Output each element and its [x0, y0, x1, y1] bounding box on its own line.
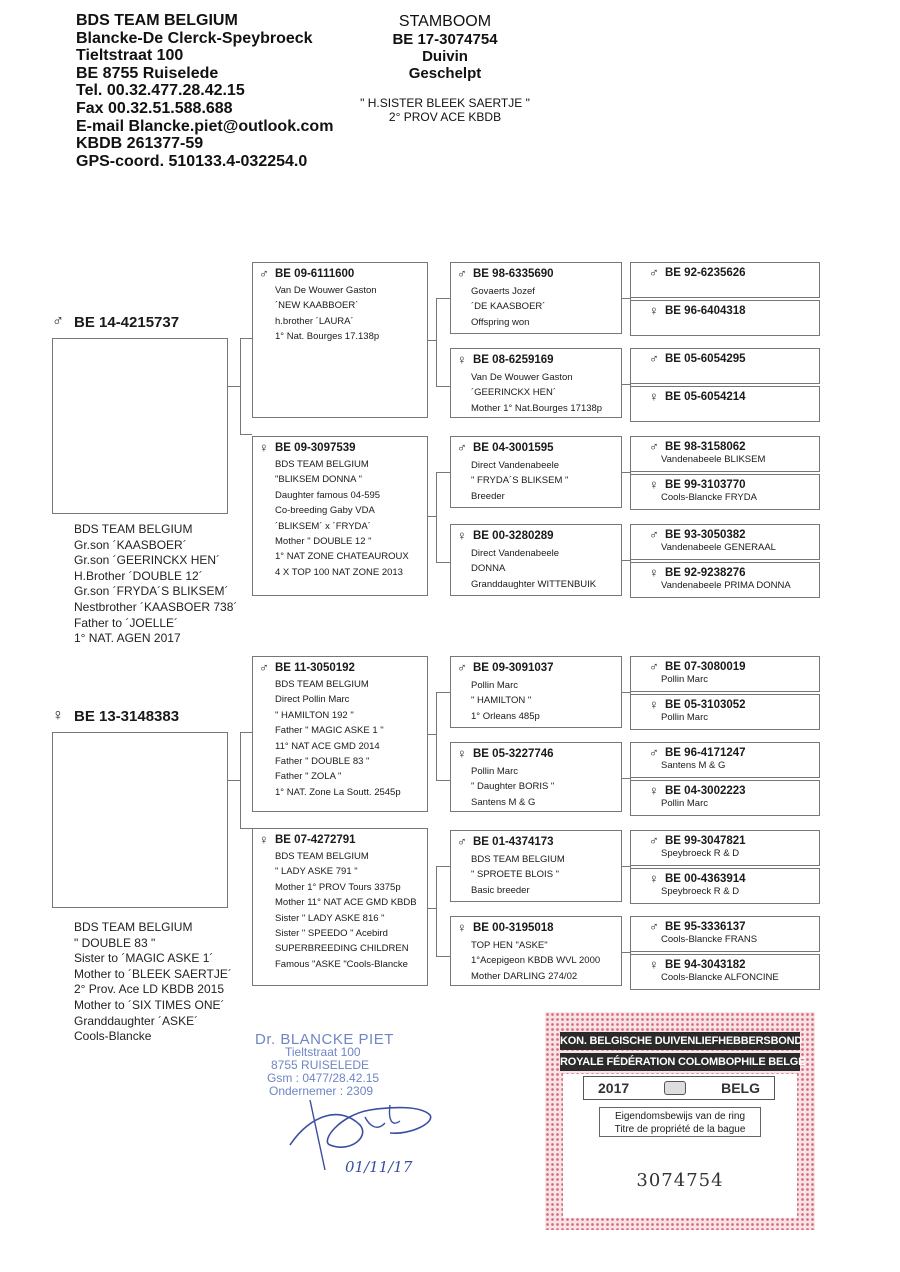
box-heading: [259, 266, 427, 281]
box-line: " HAMILTON ": [471, 695, 532, 707]
box-line: 1° Nat. Bourges 17.138p: [275, 331, 380, 343]
owner-line: Tieltstraat 100: [76, 47, 184, 65]
female-icon: ♀: [649, 389, 659, 404]
box-line: " HAMILTON 192 ": [275, 709, 354, 721]
pedigree-box-sire: [252, 656, 428, 812]
ring-number: BE 93-3050382: [665, 528, 746, 541]
female-icon: ♀: [649, 957, 659, 972]
pedigree-box-sire: [630, 348, 820, 384]
connector: [436, 780, 450, 781]
owner-line: BDS TEAM BELGIUM: [76, 12, 238, 29]
pedigree-box-sire: [630, 742, 820, 778]
pedigree-box-dam: [630, 868, 820, 904]
ring-number: BE 07-3080019: [665, 660, 746, 673]
description-line: Mother to ´SIX TIMES ONE´: [74, 997, 225, 1012]
ring-number: BE 00-3195018: [473, 921, 554, 934]
pedigree-box-sire: [630, 656, 820, 692]
subject-sex: Duivin: [422, 48, 468, 65]
pedigree-box-sire: [630, 524, 820, 560]
certificate-title: [599, 1107, 761, 1137]
female-icon: ♀: [457, 528, 467, 543]
ring-number: BE 01-4374173: [473, 835, 554, 848]
box-line: 1° NAT ZONE CHATEAUROUX: [275, 551, 409, 563]
connector: [622, 866, 630, 867]
box-line: BDS TEAM BELGIUM: [275, 679, 369, 690]
box-heading: [457, 528, 621, 543]
connector: [436, 866, 450, 867]
box-line: Van De Wouwer Gaston: [275, 285, 377, 296]
connector: [240, 434, 252, 435]
box-line: 1° NAT. Zone La Soutt. 2545p: [275, 786, 401, 798]
box-line: Cools-Blancke ALFONCINE: [661, 972, 779, 983]
box-line: " LADY ASKE 791 ": [275, 866, 358, 878]
description-line: 2° Prov. Ace LD KBDB 2015: [74, 982, 224, 997]
owner-line: Blancke-De Clerck-Speybroeck: [76, 29, 313, 47]
stamp-line: Tieltstraat 100: [285, 1045, 361, 1059]
connector: [240, 828, 252, 829]
box-line: BDS TEAM BELGIUM: [275, 851, 369, 862]
ring-number: BE 04-3001595: [473, 441, 554, 454]
box-line: Vandenabeele BLIKSEM: [661, 454, 766, 465]
mother-ring: BE 13-3148383: [74, 707, 180, 725]
box-line: 4 X TOP 100 NAT ZONE 2013: [275, 566, 403, 578]
pedigree-box-dam: [630, 386, 820, 422]
connector: [622, 384, 630, 385]
connector: [622, 692, 630, 693]
box-line: Santens M & G: [661, 760, 726, 771]
box-line: Offspring won: [471, 316, 530, 328]
pedigree-box-dam: [450, 742, 622, 812]
father-heading: [52, 313, 179, 331]
ring-number: BE 99-3047821: [665, 834, 746, 847]
father-ring: BE 14-4215737: [74, 313, 180, 331]
box-heading: [649, 389, 819, 404]
pedigree-box-sire: [450, 830, 622, 902]
box-line: Basic breeder: [471, 884, 530, 896]
stamp-line: Ondernemer : 2309: [269, 1084, 374, 1098]
description-line: Father to ´JOELLE´: [74, 615, 179, 630]
pedigree-box-dam: [252, 828, 428, 986]
org-name-fr: ROYALE FÉDÉRATION COLOMBOPHILE BELGE: [560, 1053, 800, 1071]
connector: [428, 734, 436, 735]
box-line: ´DE KAASBOER´: [471, 301, 546, 313]
female-icon: ♀: [649, 303, 659, 318]
description-line: Mother to ´BLEEK SAERTJE´: [74, 966, 232, 981]
female-icon: ♀: [649, 871, 659, 886]
owner-line: KBDB 261377-59: [76, 135, 204, 153]
box-line: ´BLIKSEM´ x ´FRYDA´: [275, 520, 371, 532]
box-line: h.brother ´LAURA´: [275, 315, 354, 327]
box-line: Father " ZOLA ": [275, 771, 342, 783]
connector: [428, 908, 436, 909]
ring-number: BE 92-9238276: [665, 566, 746, 579]
owner-line: BE 8755 Ruiselede: [76, 64, 219, 82]
subject-color: Geschelpt: [408, 65, 482, 82]
subject-ring: BE 17-3074754: [392, 31, 498, 48]
description-line: Nestbrother ´KAASBOER 738´: [74, 599, 238, 614]
box-line: Granddaughter WITTENBUIK: [471, 578, 597, 590]
org-name-nl: KON. BELGISCHE DUIVENLIEFHEBBERSBOND: [560, 1032, 800, 1050]
box-heading: [649, 439, 819, 454]
box-line: Vandenabeele PRIMA DONNA: [661, 580, 791, 591]
box-line: Mother 1° PROV Tours 3375p: [275, 881, 401, 893]
box-line: Cools-Blancke FRANS: [661, 934, 758, 945]
stamp-name: Dr. BLANCKE PIET: [255, 1031, 394, 1048]
box-heading: [649, 565, 819, 580]
ring-number: BE 98-3158062: [665, 440, 746, 453]
box-line: Vandenabeele GENERAAL: [661, 542, 776, 553]
connector: [228, 386, 240, 387]
box-line: Father " MAGIC ASKE 1 ": [275, 725, 384, 737]
female-icon: ♀: [52, 707, 64, 724]
box-heading: [649, 659, 819, 674]
connector: [622, 778, 630, 779]
ring-number: BE 09-3097539: [275, 441, 356, 454]
connector: [436, 298, 437, 386]
connector: [240, 338, 252, 339]
box-line: ´NEW KAABBOER´: [275, 300, 359, 312]
box-line: Sister " LADY ASKE 816 ": [275, 912, 385, 924]
pedigree-box-sire: [450, 262, 622, 334]
ring-number: BE 92-6235626: [665, 266, 746, 279]
box-heading: [649, 871, 819, 886]
pedigree-box-sire: [630, 436, 820, 472]
ring-number: BE 00-4363914: [665, 872, 746, 885]
box-line: Famous "ASKE "Cools-Blancke: [275, 958, 408, 970]
box-line: Speybroeck R & D: [661, 848, 740, 859]
description-line: Sister to ´MAGIC ASKE 1´: [74, 951, 214, 966]
mother-photo: [52, 732, 228, 908]
female-icon: ♀: [649, 697, 659, 712]
connector: [436, 692, 437, 780]
connector: [436, 866, 437, 956]
connector: [622, 472, 630, 473]
box-heading: [457, 660, 621, 675]
box-heading: [259, 440, 427, 455]
female-icon: ♀: [457, 746, 467, 761]
box-line: Govaerts Jozef: [471, 286, 535, 297]
pedigree-box-sire: [252, 262, 428, 418]
male-icon: ♂: [52, 313, 64, 330]
connector: [622, 560, 630, 561]
subject-name: " H.SISTER BLEEK SAERTJE ": [360, 96, 530, 110]
pedigree-box-dam: [450, 348, 622, 418]
box-line: Pollin Marc: [471, 680, 518, 691]
owner-line: GPS-coord. 510133.4-032254.0: [76, 152, 308, 170]
father-photo: [52, 338, 228, 514]
title-nl: Eigendomsbewijs van de ring: [614, 1111, 746, 1122]
box-line: Direct Vandenabeele: [471, 460, 560, 471]
connector: [428, 340, 436, 341]
pedigree-box-dam: [450, 524, 622, 596]
box-line: Mother " DOUBLE 12 ": [275, 536, 372, 548]
male-icon: ♂: [649, 351, 659, 366]
box-heading: [649, 919, 819, 934]
ring-number: BE 09-3091037: [473, 661, 554, 674]
box-heading: [649, 265, 819, 280]
female-icon: ♀: [649, 783, 659, 798]
description-line: Gr.son ´FRYDA´S BLIKSEM´: [74, 584, 229, 599]
box-heading: [649, 303, 819, 318]
connector: [622, 952, 630, 953]
connector: [240, 338, 241, 434]
connector: [228, 780, 240, 781]
box-line: BDS TEAM BELGIUM: [471, 854, 565, 865]
male-icon: ♂: [259, 660, 269, 675]
connector: [436, 298, 450, 299]
male-icon: ♂: [649, 439, 659, 454]
box-heading: [649, 527, 819, 542]
box-line: Breeder: [471, 490, 505, 502]
year-row: [583, 1076, 775, 1100]
ring-number: BE 96-4171247: [665, 746, 746, 759]
box-line: TOP HEN "ASKE": [471, 940, 548, 951]
ring-number: BE 94-3043182: [665, 958, 746, 971]
box-line: 1°Acepigeon KBDB WVL 2000: [471, 955, 601, 967]
connector: [436, 472, 450, 473]
box-line: 1° Orleans 485p: [471, 710, 540, 722]
pedigree-box-dam: [450, 916, 622, 986]
connector: [622, 298, 630, 299]
ring-certificate: [545, 1012, 815, 1230]
ring-number: BE 05-3227746: [473, 747, 554, 760]
box-line: " SPROETE BLOIS ": [471, 869, 560, 881]
female-icon: ♀: [259, 440, 269, 455]
female-icon: ♀: [457, 352, 467, 367]
male-icon: ♂: [649, 527, 659, 542]
pedigree-box-dam: [630, 780, 820, 816]
box-line: Direct Pollin Marc: [275, 694, 350, 706]
box-line: ´GEERINCKX HEN´: [471, 387, 556, 399]
box-line: Pollin Marc: [661, 674, 708, 685]
ring-number: BE 07-4272791: [275, 833, 356, 846]
connector: [436, 386, 450, 387]
signature-date: 01/11/17: [345, 1158, 413, 1176]
ring-number: BE 05-6054214: [665, 390, 746, 403]
mother-heading: [52, 707, 179, 725]
male-icon: ♂: [649, 265, 659, 280]
box-line: Direct Vandenabeele: [471, 548, 560, 559]
box-line: Pollin Marc: [471, 766, 518, 777]
box-heading: [259, 660, 427, 675]
description-line: BDS TEAM BELGIUM: [74, 522, 193, 536]
box-heading: [649, 833, 819, 848]
pedigree-box-dam: [630, 300, 820, 336]
page-title: STAMBOOM: [398, 13, 492, 30]
pedigree-box-sire: [630, 262, 820, 298]
box-heading: [457, 266, 621, 281]
box-line: 11° NAT ACE GMD 2014: [275, 740, 380, 752]
box-line: BDS TEAM BELGIUM: [275, 459, 369, 470]
male-icon: ♂: [649, 919, 659, 934]
pedigree-box-dam: [630, 694, 820, 730]
box-line: Daughter famous 04-595: [275, 489, 381, 501]
box-heading: [649, 957, 819, 972]
box-line: Pollin Marc: [661, 798, 708, 809]
box-heading: [457, 834, 621, 849]
ring-number: BE 09-6111600: [275, 267, 355, 280]
connector: [436, 562, 450, 563]
box-heading: [259, 832, 427, 847]
box-line: "BLIKSEM DONNA ": [275, 474, 362, 486]
description-line: 1° NAT. AGEN 2017: [74, 631, 181, 646]
box-heading: [457, 440, 621, 455]
box-line: Santens M & G: [471, 796, 536, 808]
male-icon: ♂: [649, 833, 659, 848]
box-heading: [649, 697, 819, 712]
cert-country: BELG: [721, 1080, 760, 1096]
connector: [428, 516, 436, 517]
female-icon: ♀: [259, 832, 269, 847]
title-fr: Titre de propriété de la bague: [614, 1124, 746, 1135]
female-icon: ♀: [457, 920, 467, 935]
ring-number: BE 96-6404318: [665, 304, 746, 317]
ring-number: BE 99-3103770: [665, 478, 746, 491]
cert-ring-number: 3074754: [636, 1170, 724, 1191]
male-icon: ♂: [649, 745, 659, 760]
stamp-line: 8755 RUISELEDE: [271, 1058, 370, 1072]
box-line: " FRYDA´S BLIKSEM ": [471, 475, 569, 487]
connector: [240, 732, 241, 828]
ring-number: BE 11-3050192: [275, 661, 355, 674]
box-line: Mother 1° Nat.Bourges 17138p: [471, 402, 603, 414]
ring-number: BE 05-6054295: [665, 352, 746, 365]
owner-line: Fax 00.32.51.588.688: [76, 99, 233, 117]
pedigree-box-sire: [450, 656, 622, 728]
male-icon: ♂: [457, 440, 467, 455]
box-line: SUPERBREEDING CHILDREN: [275, 943, 409, 955]
male-icon: ♂: [259, 266, 269, 281]
box-line: Speybroeck R & D: [661, 886, 740, 897]
box-line: Pollin Marc: [661, 712, 708, 723]
box-heading: [649, 745, 819, 760]
ring-number: BE 00-3280289: [473, 529, 554, 542]
box-heading: [649, 783, 819, 798]
pedigree-box-sire: [630, 916, 820, 952]
pedigree-box-dam: [252, 436, 428, 596]
connector: [436, 692, 450, 693]
connector: [436, 956, 450, 957]
ring-number: BE 95-3336137: [665, 920, 746, 933]
box-line: Mother DARLING 274/02: [471, 970, 578, 982]
description-line: Granddaughter ´ASKE´: [74, 1013, 199, 1028]
ring-number: BE 05-3103052: [665, 698, 746, 711]
pedigree-box-dam: [630, 954, 820, 990]
box-line: Mother 11° NAT ACE GMD KBDB: [275, 897, 417, 909]
description-line: Gr.son ´GEERINCKX HEN´: [74, 553, 221, 568]
male-icon: ♂: [457, 834, 467, 849]
male-icon: ♂: [649, 659, 659, 674]
mother-description: [74, 920, 232, 1045]
connector: [436, 472, 437, 562]
connector: [240, 732, 252, 733]
box-heading: [457, 352, 621, 367]
pedigree-header: [340, 12, 550, 124]
box-line: Co-breeding Gaby VDA: [275, 505, 375, 517]
ring-number: BE 04-3002223: [665, 784, 746, 797]
male-icon: ♂: [457, 266, 467, 281]
owner-line: Tel. 00.32.477.28.42.15: [76, 82, 245, 100]
description-line: H.Brother ´DOUBLE 12´: [74, 568, 203, 583]
pedigree-box-dam: [630, 562, 820, 598]
box-line: " Daughter BORIS ": [471, 781, 555, 793]
crown-icon: [664, 1081, 686, 1095]
box-heading: [457, 920, 621, 935]
stamp-line: Gsm : 0477/28.42.15: [267, 1071, 380, 1085]
female-icon: ♀: [649, 565, 659, 580]
father-description: [74, 522, 237, 647]
ring-number: BE 98-6335690: [473, 267, 554, 280]
pedigree-box-dam: [630, 474, 820, 510]
female-icon: ♀: [649, 477, 659, 492]
box-line: Cools-Blancke FRYDA: [661, 492, 757, 503]
description-line: Cools-Blancke: [74, 1029, 152, 1044]
description-line: BDS TEAM BELGIUM: [74, 920, 193, 934]
description-line: Gr.son ´KAASBOER´: [74, 537, 187, 552]
box-heading: [649, 351, 819, 366]
subject-result: 2° PROV ACE KBDB: [388, 110, 502, 124]
box-line: Sister " SPEEDO " Acebird: [275, 928, 388, 940]
owner-block: [76, 12, 333, 170]
pedigree-box-sire: [450, 436, 622, 508]
box-line: Van De Wouwer Gaston: [471, 372, 573, 383]
ring-number: BE 08-6259169: [473, 353, 554, 366]
owner-line: E-mail Blancke.piet@outlook.com: [76, 117, 334, 135]
box-line: Father " DOUBLE 83 ": [275, 756, 370, 768]
male-icon: ♂: [457, 660, 467, 675]
description-line: " DOUBLE 83 ": [74, 935, 156, 950]
cert-year: 2017: [598, 1080, 630, 1096]
box-heading: [457, 746, 621, 761]
box-line: DONNA: [471, 563, 506, 575]
pedigree-box-sire: [630, 830, 820, 866]
box-heading: [649, 477, 819, 492]
